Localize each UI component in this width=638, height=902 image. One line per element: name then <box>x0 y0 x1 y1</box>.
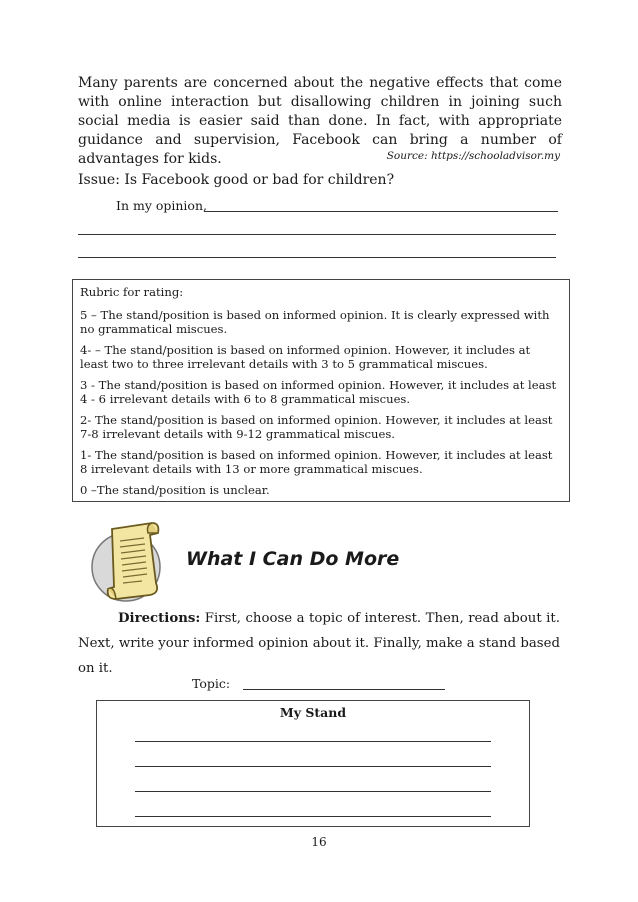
source-citation: Source: https://schooladvisor.my <box>386 150 560 162</box>
rubric-heading: Rubric for rating: <box>80 285 184 299</box>
directions-label: Directions: <box>118 611 201 626</box>
topic-blank-line[interactable] <box>243 689 445 690</box>
directions-paragraph <box>78 606 560 681</box>
intro-paragraph: Many parents are concerned about the negative effects that come with online interaction but disallowing children in joining such social media is easier said than done. In fact, with appropriate guidance and supervision, Facebook can bring a number of advantages for kids. <box>78 75 562 167</box>
topic-label: Topic: <box>192 676 231 691</box>
my-stand-title: My Stand <box>279 705 347 720</box>
rubric-item-1: 1- The stand/position is based on informed opinion. However, it includes at least 8 irrelevant details with 13 or more grammatical miscues. <box>80 447 553 476</box>
answer-line-1[interactable] <box>78 234 556 235</box>
rubric-item-5: 5 – The stand/position is based on informed opinion. It is clearly expressed with no grammatical miscues. <box>80 307 550 336</box>
stand-line-1[interactable] <box>135 741 491 742</box>
rubric-item-0: 0 –The stand/position is unclear. <box>80 482 270 497</box>
issue-question: Issue: Is Facebook good or bad for children? <box>78 172 395 188</box>
rubric-item-2: 2- The stand/position is based on informed opinion. However, it includes at least 7-8 irrelevant details with 9-12 grammatical miscues. <box>80 412 553 441</box>
directions-text: First, choose a topic of interest. Then, read about it. Next, write your informed opinion about it. Finally, make a stand based on it. <box>78 611 560 676</box>
answer-line-2[interactable] <box>78 257 556 258</box>
opinion-prompt: In my opinion, <box>116 198 207 213</box>
opinion-blank-line[interactable] <box>204 211 558 212</box>
stand-line-4[interactable] <box>135 816 491 817</box>
rubric-box <box>72 279 570 502</box>
section-title: What I Can Do More <box>186 548 400 570</box>
rubric-item-3: 3 - The stand/position is based on informed opinion. However, it includes at least 4 - 6 irrelevant details with 6 to 8 grammatical miscues. <box>80 377 557 406</box>
scroll-icon <box>90 517 170 603</box>
stand-line-2[interactable] <box>135 766 491 767</box>
my-stand-box <box>96 700 530 827</box>
page-number: 16 <box>311 835 327 849</box>
stand-line-3[interactable] <box>135 791 491 792</box>
rubric-item-4: 4- – The stand/position is based on informed opinion. However, it includes at least two to three irrelevant details with 3 to 5 grammatical miscues. <box>80 342 531 371</box>
